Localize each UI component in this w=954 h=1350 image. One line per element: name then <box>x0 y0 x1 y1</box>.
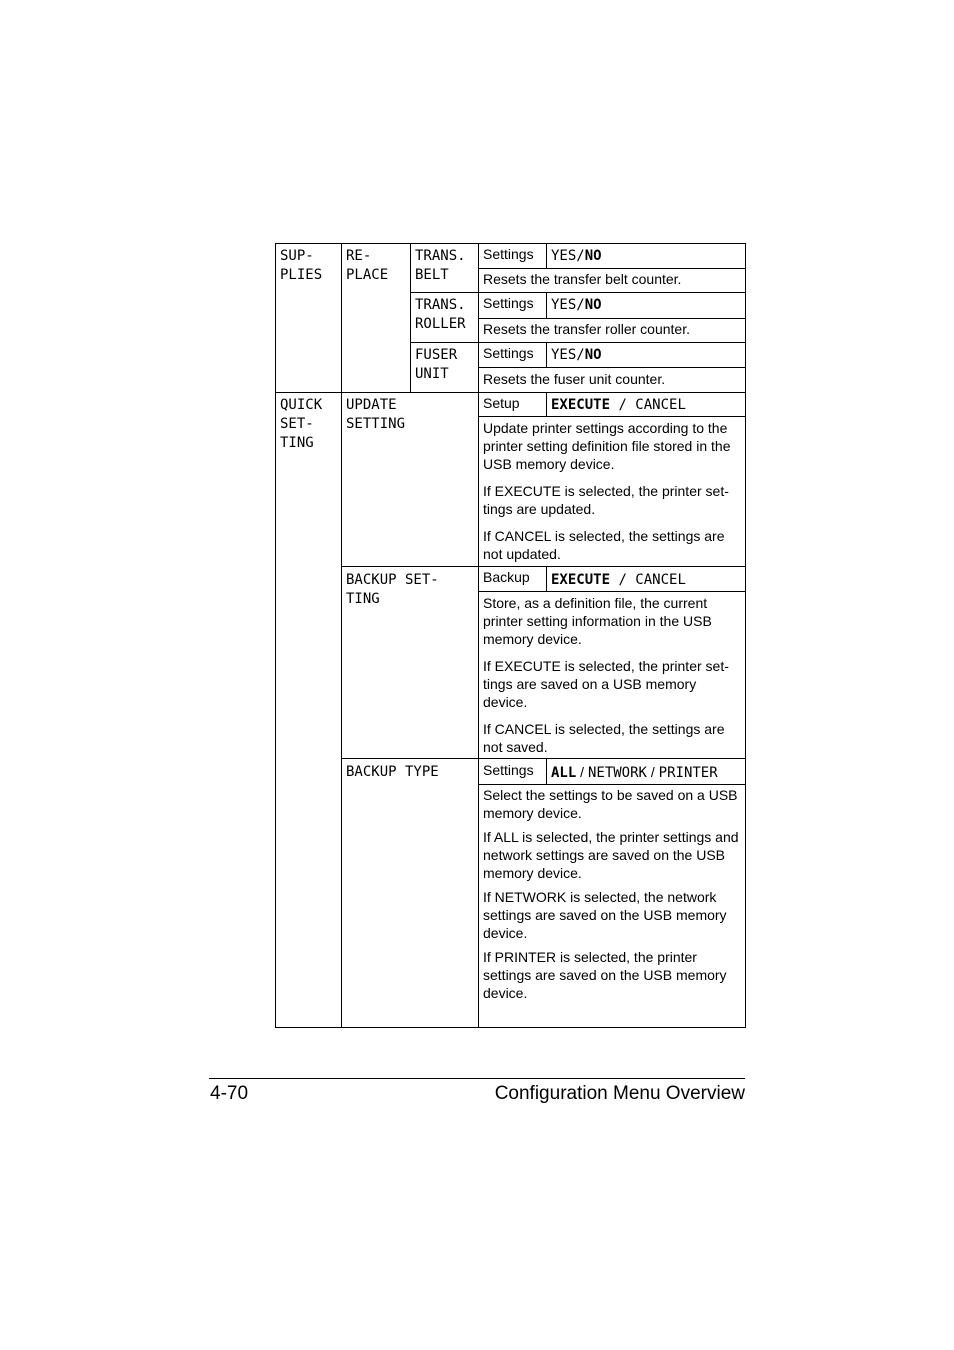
setting-description-block <box>483 419 743 572</box>
settings-label: Backup <box>483 569 530 585</box>
value-default: EXECUTE <box>551 397 611 413</box>
settings-divider <box>546 243 547 269</box>
label-line: SETTING <box>346 416 406 432</box>
label-line: UNIT <box>415 366 449 382</box>
label-line: PLIES <box>280 267 323 283</box>
row-divider <box>478 416 746 417</box>
menu-quick-setting-label <box>280 396 340 453</box>
description-paragraph: If PRINTER is selected, the printer settings are saved on the USB memory device. <box>483 949 727 1001</box>
value-option: PRINTER <box>658 765 718 781</box>
table-border-right <box>745 243 746 1028</box>
setting-description: Resets the transfer roller counter. <box>483 321 690 337</box>
settings-label: Settings <box>483 246 534 262</box>
label-line: RE- <box>346 248 372 264</box>
menu-replace-label <box>346 247 408 285</box>
column-divider-1 <box>341 243 342 1028</box>
value-separator: / <box>646 764 659 780</box>
description-paragraph: Update printer settings according to the printer setting definition file stored in the USB memory device. <box>483 420 731 472</box>
settings-label: Settings <box>483 762 534 778</box>
settings-label: Setup <box>483 395 520 411</box>
menu-trans-belt-label <box>415 247 477 285</box>
row-divider <box>478 591 746 592</box>
menu-backup-type-label: BACKUP TYPE <box>346 764 439 780</box>
label-line: TING <box>280 435 314 451</box>
settings-value <box>551 763 718 783</box>
table-border-top <box>275 243 746 244</box>
row-divider <box>275 392 746 393</box>
description-paragraph: If CANCEL is selected, the settings are not saved. <box>483 721 725 755</box>
description-paragraph: If ALL is selected, the printer settings and network settings are saved on the USB memory device. <box>483 829 739 881</box>
settings-value <box>551 346 602 365</box>
setting-description: Resets the fuser unit counter. <box>483 371 666 387</box>
page-number: 4-70 <box>210 1083 249 1104</box>
menu-backup-setting-label <box>346 571 476 609</box>
value-default: NO <box>584 347 602 363</box>
description-paragraph: If EXECUTE is selected, the printer set-tings are updated. <box>483 483 729 517</box>
column-divider-2 <box>410 243 411 392</box>
label-line: FUSER <box>415 347 458 363</box>
label-line: UPDATE <box>346 397 397 413</box>
value-separator: / <box>576 764 588 780</box>
settings-divider <box>546 342 547 368</box>
setting-description-block <box>483 786 745 1008</box>
label-line: SUP- <box>280 248 314 264</box>
settings-label: Settings <box>483 345 534 361</box>
label-line: BELT <box>415 267 449 283</box>
row-divider <box>478 268 746 269</box>
settings-value <box>551 247 602 266</box>
label-line: PLACE <box>346 267 389 283</box>
value-option: YES/ <box>551 347 585 363</box>
label-line: TRANS. <box>415 297 466 313</box>
setting-description-block <box>483 594 743 765</box>
value-option: YES/ <box>551 248 585 264</box>
row-divider <box>478 367 746 368</box>
description-paragraph: If NETWORK is selected, the network settings are saved on the USB memory device. <box>483 889 727 941</box>
row-divider <box>478 318 746 319</box>
description-paragraph: If EXECUTE is selected, the printer set-tings are saved on a USB memory device. <box>483 658 729 710</box>
value-option: / CANCEL <box>610 397 686 413</box>
value-option: YES/ <box>551 297 585 313</box>
menu-update-setting-label <box>346 396 476 434</box>
row-divider <box>478 784 746 785</box>
settings-divider <box>546 392 547 417</box>
menu-trans-roller-label <box>415 296 477 334</box>
label-line: BACKUP SET- <box>346 572 439 588</box>
value-option: NETWORK <box>587 765 647 781</box>
label-line: QUICK <box>280 397 323 413</box>
value-default: ALL <box>551 765 577 781</box>
row-divider <box>410 342 746 343</box>
table-border-left <box>275 243 276 1028</box>
value-option: / CANCEL <box>610 572 686 588</box>
label-line: ROLLER <box>415 316 466 332</box>
settings-label: Settings <box>483 295 534 311</box>
description-paragraph: If CANCEL is selected, the settings are not updated. <box>483 528 725 562</box>
description-paragraph: Select the settings to be saved on a USB memory device. <box>483 787 738 821</box>
description-paragraph: Store, as a definition file, the current printer setting information in the USB memory device. <box>483 595 712 647</box>
label-line: SET- <box>280 416 314 432</box>
table-border-bottom <box>275 1027 746 1028</box>
column-divider-3 <box>478 243 479 1028</box>
value-default: EXECUTE <box>551 572 611 588</box>
setting-description: Resets the transfer belt counter. <box>483 271 682 287</box>
menu-supplies-label <box>280 247 340 285</box>
label-line: TRANS. <box>415 248 466 264</box>
settings-value <box>551 296 602 315</box>
label-line: TING <box>346 591 380 607</box>
section-title: Configuration Menu Overview <box>494 1083 745 1104</box>
value-default: NO <box>584 248 602 264</box>
settings-divider <box>546 292 547 319</box>
menu-fuser-unit-label <box>415 346 477 384</box>
settings-value <box>551 571 686 590</box>
settings-value <box>551 396 686 415</box>
footer-rule <box>209 1078 745 1079</box>
value-default: NO <box>584 297 602 313</box>
row-divider <box>410 292 746 293</box>
